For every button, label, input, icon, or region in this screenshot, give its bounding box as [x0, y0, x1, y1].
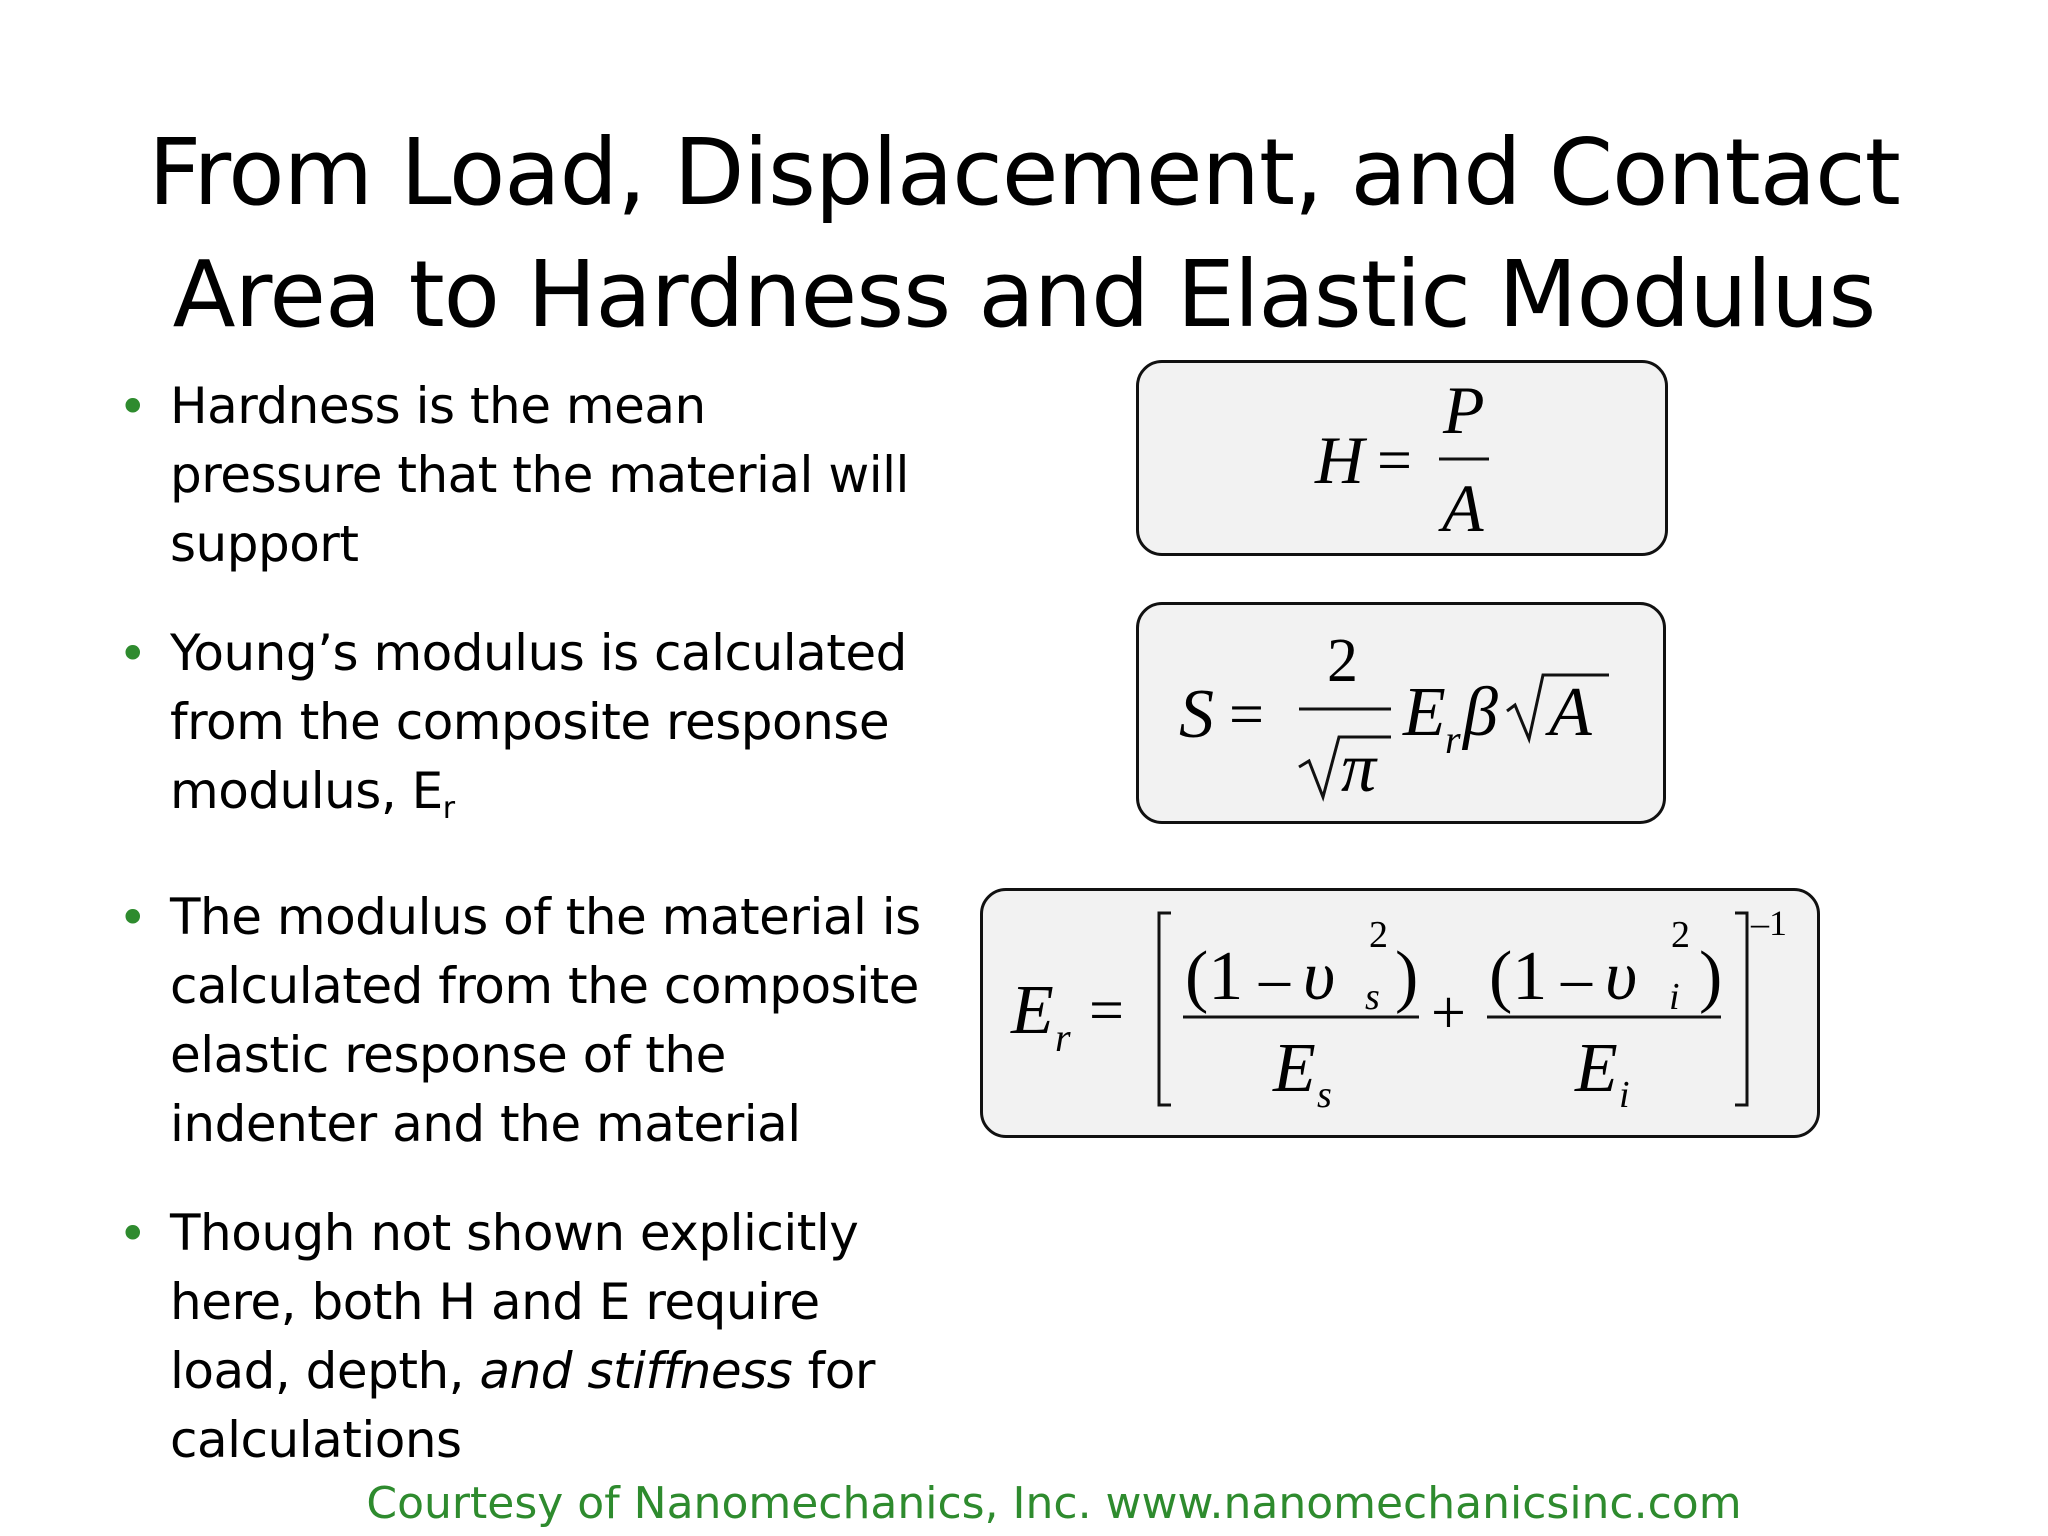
bullet-item	[118, 372, 928, 579]
eq-equals: =	[1229, 681, 1264, 749]
eq-lhs: E	[1011, 972, 1054, 1049]
term1-minus: –	[1259, 945, 1290, 1013]
right-bracket-icon	[1735, 913, 1747, 1105]
bullet-text: here, both H and E require	[170, 1273, 820, 1331]
eq-lhs-subscript: r	[1055, 1015, 1071, 1060]
footer-credit: Courtesy of Nanomechanics, Inc. www.nanomechanicsinc.com	[366, 1478, 1742, 1529]
term1-open: (1	[1185, 938, 1244, 1015]
hardness-equation-box	[1136, 360, 1668, 556]
bullet-dot-icon: •	[118, 1205, 147, 1263]
stiffness-equation-box	[1136, 602, 1666, 824]
bullet-text: pressure that the material will	[170, 446, 909, 504]
bullet-text: elastic response of the	[170, 1026, 726, 1084]
bullet-text: from the composite response	[170, 693, 890, 751]
term2-open: (1	[1489, 938, 1548, 1015]
beta-symbol: β	[1463, 674, 1498, 751]
bullet-text: Young’s modulus is calculated	[170, 624, 907, 682]
eq-equals: =	[1089, 977, 1124, 1045]
eq-numerator: 2	[1327, 627, 1358, 695]
term2-den-subscript: i	[1619, 1074, 1630, 1116]
bullet-text: support	[170, 515, 359, 573]
modulus-symbol: E	[1403, 674, 1446, 751]
term1-subscript: s	[1365, 976, 1380, 1018]
reduced-modulus-equation-box	[980, 888, 1820, 1138]
eq-equals: =	[1377, 427, 1412, 495]
exponent: –1	[1751, 903, 1787, 943]
bullet-text-part: for	[792, 1342, 875, 1400]
bullet-list	[118, 372, 928, 1515]
title-line-1: From Load, Displacement, and Contact	[148, 118, 1900, 226]
bullet-text	[170, 1337, 928, 1406]
modulus-subscript: r	[1445, 717, 1461, 762]
term1-superscript: 2	[1369, 914, 1388, 956]
bullet-text: calculated from the composite	[170, 957, 919, 1015]
subscript: r	[442, 791, 455, 826]
emphasis-text: and stiffness	[479, 1342, 793, 1400]
term1-close: )	[1395, 938, 1419, 1015]
reduced-modulus-equation	[983, 891, 1823, 1141]
term2-nu: υ	[1605, 938, 1638, 1015]
bullet-text	[170, 757, 928, 843]
bullet-text-part: load, depth,	[170, 1342, 480, 1400]
term2-denominator: E	[1575, 1030, 1618, 1107]
eq-lhs: H	[1315, 422, 1365, 498]
bullet-text: Though not shown explicitly	[170, 1204, 859, 1262]
eq-numerator: P	[1443, 372, 1485, 448]
left-bracket-icon	[1159, 913, 1171, 1105]
bullet-text: indenter and the material	[170, 1095, 801, 1153]
pi-symbol: π	[1341, 730, 1377, 807]
term1-nu: υ	[1303, 938, 1336, 1015]
hardness-equation	[1139, 363, 1671, 559]
eq-lhs: S	[1179, 676, 1214, 753]
bullet-dot-icon: •	[118, 889, 147, 947]
term2-subscript: i	[1669, 976, 1680, 1018]
bullet-item	[118, 1199, 928, 1475]
term2-superscript: 2	[1671, 914, 1690, 956]
title-line-2: Area to Hardness and Elastic Modulus	[172, 240, 1876, 348]
bullet-text-part: modulus, E	[170, 762, 443, 820]
bullet-dot-icon: •	[118, 378, 147, 436]
bullet-item	[118, 619, 928, 843]
slide-title	[0, 112, 2048, 356]
bullet-text: The modulus of the material is	[170, 888, 921, 946]
term1-denominator: E	[1273, 1030, 1316, 1107]
bullet-dot-icon: •	[118, 625, 147, 683]
area-symbol: A	[1549, 674, 1592, 751]
bullet-text: calculations	[170, 1411, 462, 1469]
term2-minus: –	[1561, 945, 1592, 1013]
stiffness-equation	[1139, 605, 1669, 827]
eq-plus: +	[1431, 979, 1466, 1047]
bullet-item	[118, 883, 928, 1159]
term1-den-subscript: s	[1317, 1074, 1332, 1116]
eq-denominator: A	[1442, 470, 1484, 546]
bullet-text: Hardness is the mean	[170, 377, 706, 435]
term2-close: )	[1699, 938, 1723, 1015]
